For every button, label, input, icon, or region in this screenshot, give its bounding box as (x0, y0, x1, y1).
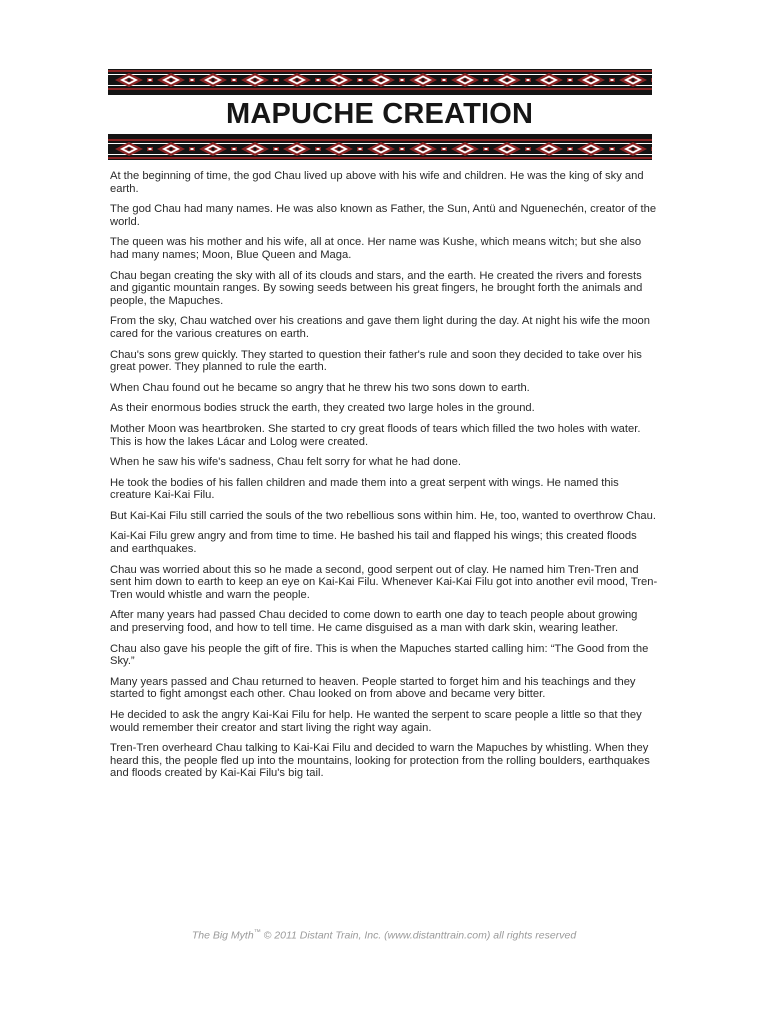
paragraph: He decided to ask the angry Kai-Kai Filu for help. He wanted the serpent to scare people a little so that they would remember their creator and start living the right way again. (110, 709, 642, 734)
paragraph: The god Chau had many names. He was also known as Father, the Sun, Antü and Nguenechén, creator of the world. (110, 203, 657, 228)
paragraph: The queen was his mother and his wife, all at once. Her name was Kushe, which means witch; but she also had many names; Moon, Blue Queen and Maga. (110, 236, 642, 261)
title-banner (108, 69, 652, 160)
paragraph: After many years had passed Chau decided to come down to earth one day to teach people about growing and preserving food, and how to tell time. He came disguised as a man with dark skin, wearing leather. (110, 609, 638, 635)
paragraph: He took the bodies of his fallen children and made them into a great serpent with wings. He named this creature Kai-Kai Filu. (110, 476, 619, 502)
footer-brand: The Big Myth (191, 929, 254, 942)
paragraph: When he saw his wife's sadness, Chau felt sorry for what he had done. (110, 456, 461, 469)
paragraph: Kai-Kai Filu grew angry and from time to time. He bashed his tail and flapped his wings; this created floods and earthquakes. (110, 530, 637, 556)
paragraph: Many years passed and Chau returned to heaven. People started to forget him and his teachings and they started to fight amongst each other. Chau looked on from above and became very bitter. (110, 675, 636, 701)
paragraph: From the sky, Chau watched over his creations and gave them light during the day. At night his wife the moon cared for the various creatures on earth. (110, 315, 650, 340)
paragraph: But Kai-Kai Filu still carried the souls of the two rebellious sons within him. He, too, wanted to overthrow Chau. (110, 509, 656, 522)
paragraph: Chau's sons grew quickly. They started to question their father's rule and soon they decided to take over his great power. They planned to rule the earth. (110, 348, 642, 374)
paragraph: Chau was worried about this so he made a second, good serpent out of clay. He named him Tren-Tren and sent him down to earth to keep an eye on Kai-Kai Filu. Whenever Kai-Kai Filu got into another evil mood, Tren-Tren would whistle and warn the people. (110, 563, 658, 601)
trademark-symbol: ™ (253, 929, 261, 936)
copyright-footer (110, 929, 658, 942)
page-title: MAPUCHE CREATION (226, 98, 534, 130)
paragraph: At the beginning of time, the god Chau lived up above with his wife and children. He was the king of sky and earth. (110, 170, 644, 195)
paragraph: As their enormous bodies struck the earth, they created two large holes in the ground. (110, 402, 535, 415)
mapuche-pattern-band-bottom (108, 138, 652, 160)
story-body (110, 170, 658, 788)
footer-copyright: © 2011 Distant Train, Inc. (www.distanttrain.com) all rights reserved (263, 929, 577, 942)
paragraph: Mother Moon was heartbroken. She started to cry great floods of tears which filled the two holes with water. This is how the lakes Lácar and Lolog were created. (110, 422, 641, 448)
title-bar (108, 95, 652, 134)
paragraph: Tren-Tren overheard Chau talking to Kai-Kai Filu and decided to warn the Mapuches by whistling. When they heard this, the people fled up into the mountains, looking for protection from the rolling boulders, earthquakes and floods created by Kai-Kai Filu's big tail. (110, 742, 650, 780)
mapuche-pattern-band-top (108, 69, 652, 91)
paragraph: Chau also gave his people the gift of fire. This is when the Mapuches started calling him: “The Good from the Sky.” (110, 642, 649, 668)
paragraph: Chau began creating the sky with all of its clouds and stars, and the earth. He created the rivers and forests and gigantic mountain ranges. By sowing seeds between his great fingers, he brought forth the animals and people, the Mapuches. (110, 269, 643, 307)
paragraph: When Chau found out he became so angry that he threw his two sons down to earth. (110, 381, 530, 394)
